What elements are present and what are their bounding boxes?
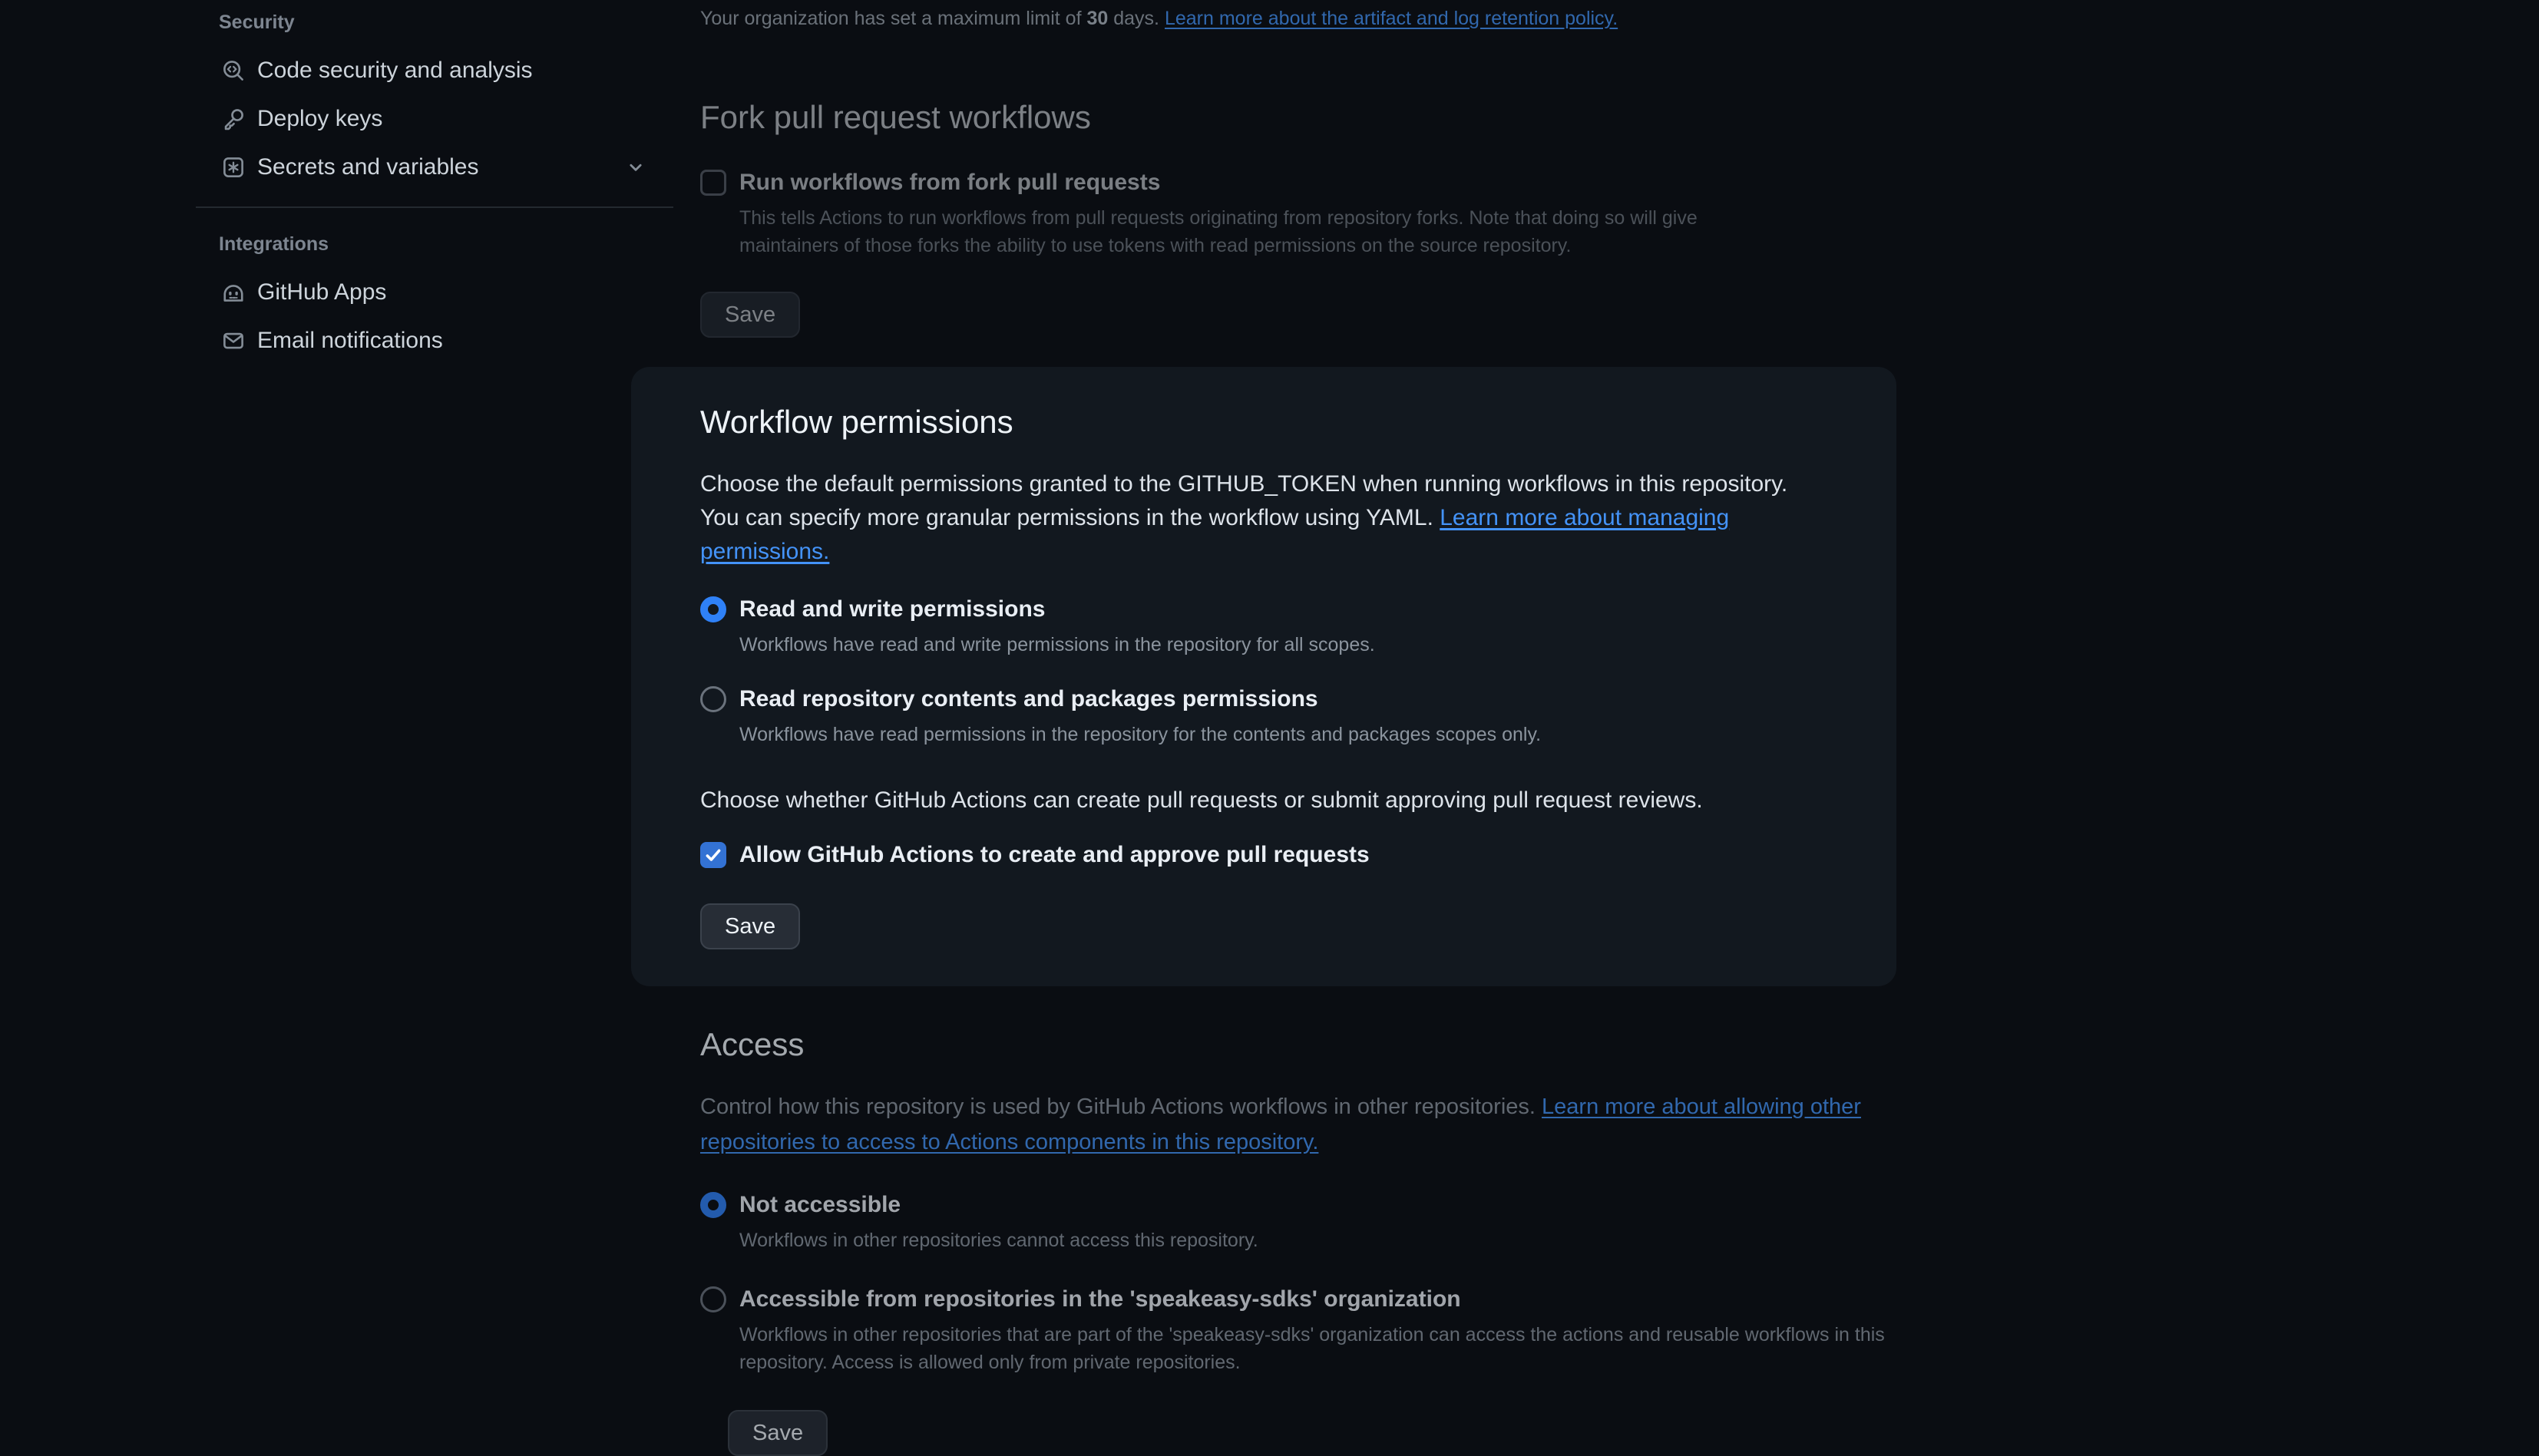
read-write-radio-row <box>700 593 1827 659</box>
sidebar-item-email-notifications[interactable] <box>196 316 673 365</box>
workflow-permissions-description <box>700 467 1827 569</box>
access-description-text: Control how this repository is used by GitHub Actions workflows in other repositories. <box>700 1094 1536 1119</box>
not-accessible-radio-row <box>700 1189 1898 1254</box>
read-repository-contents-description: Workflows have read permissions in the repository for the contents and packages scopes only. <box>739 721 1541 748</box>
accessible-from-org-label: Accessible from repositories in the 'speakeasy-sdks' organization <box>739 1283 1891 1316</box>
retention-note-text: Your organization has set a maximum limit of <box>700 8 1082 29</box>
sidebar-item-deploy-keys[interactable] <box>196 94 673 143</box>
access-description <box>700 1089 1898 1160</box>
retention-note-suffix: days. <box>1113 8 1159 29</box>
read-only-radio-row <box>700 683 1827 748</box>
read-and-write-permissions-label: Read and write permissions <box>739 593 1375 626</box>
accessible-from-org-description: Workflows in other repositories that are part of the 'speakeasy-sdks' organization can access the actions and reusable workflows in this repository. Access is allowed only from private repositories. <box>739 1321 1891 1376</box>
actions-settings-main <box>700 0 1898 1456</box>
workflow-permissions-description-text: Choose the default permissions granted to the GITHUB_TOKEN when running workflows in this repository. You can specify more granular permissions in the workflow using YAML. <box>700 471 1787 530</box>
sidebar-integrations-list <box>196 268 673 365</box>
fork-checkbox-row <box>700 167 1898 259</box>
read-and-write-permissions-radio[interactable] <box>700 596 726 622</box>
sidebar-section-security: Security <box>196 5 673 40</box>
accessible-org-radio-row <box>700 1283 1898 1376</box>
sidebar-item-label: Deploy keys <box>257 106 646 132</box>
workflow-permissions-save-button[interactable]: Save <box>700 903 800 949</box>
access-section <box>700 1025 1898 1456</box>
key-icon <box>222 107 245 130</box>
access-learn-more-link[interactable]: Learn more about allowing other repositories to access to Actions components in this repository. <box>700 1094 1861 1154</box>
workflow-permissions-card <box>631 367 1896 986</box>
sidebar-item-github-apps[interactable] <box>196 268 673 316</box>
mail-icon <box>222 329 245 352</box>
fork-pull-request-workflows-section <box>700 97 1898 338</box>
settings-sidebar <box>196 5 673 365</box>
sidebar-item-label: Email notifications <box>257 328 646 354</box>
access-save-button[interactable]: Save <box>728 1410 828 1456</box>
run-workflows-from-forks-description: This tells Actions to run workflows from pull requests originating from repository forks. Note that doing so will give maintainers of those forks the ability to use tokens with read permissions on the source repository. <box>739 204 1699 259</box>
read-and-write-permissions-description: Workflows have read and write permissions in the repository for all scopes. <box>739 631 1375 659</box>
not-accessible-description: Workflows in other repositories cannot access this repository. <box>739 1227 1258 1254</box>
hubot-icon <box>222 281 245 304</box>
fork-section-title: Fork pull request workflows <box>700 97 1898 138</box>
key-asterisk-icon <box>222 156 245 179</box>
not-accessible-label: Not accessible <box>739 1189 1258 1221</box>
sidebar-item-label: Code security and analysis <box>257 58 646 84</box>
allow-pr-checkbox-row <box>700 842 1827 868</box>
sidebar-item-label: GitHub Apps <box>257 279 646 305</box>
allow-actions-create-pr-checkbox[interactable] <box>700 842 726 868</box>
managing-permissions-link[interactable]: Learn more about managing permissions. <box>700 505 1729 564</box>
sidebar-item-secrets-and-variables[interactable] <box>196 143 673 191</box>
run-workflows-from-forks-label: Run workflows from fork pull requests <box>739 167 1699 199</box>
sidebar-item-label: Secrets and variables <box>257 154 626 180</box>
retention-days-value: 30 <box>1086 8 1108 29</box>
accessible-from-org-radio[interactable] <box>700 1286 726 1312</box>
pr-choice-note: Choose whether GitHub Actions can create pull requests or submit approving pull request reviews. <box>700 784 1827 817</box>
run-workflows-from-forks-checkbox[interactable] <box>700 170 726 196</box>
sidebar-security-list <box>196 46 673 191</box>
fork-save-button[interactable]: Save <box>700 292 800 338</box>
sidebar-item-code-security[interactable] <box>196 46 673 94</box>
allow-actions-create-pr-label: Allow GitHub Actions to create and approve pull requests <box>739 842 1370 868</box>
read-repository-contents-label: Read repository contents and packages permissions <box>739 683 1541 715</box>
chevron-down-icon <box>626 157 646 177</box>
codescan-icon <box>222 59 245 82</box>
not-accessible-radio[interactable] <box>700 1192 726 1218</box>
retention-policy-link[interactable]: Learn more about the artifact and log retention policy. <box>1165 8 1618 29</box>
sidebar-divider <box>196 206 673 208</box>
access-section-title: Access <box>700 1025 1898 1065</box>
retention-note <box>700 0 1898 31</box>
sidebar-section-integrations: Integrations <box>196 226 673 262</box>
read-repository-contents-radio[interactable] <box>700 686 726 712</box>
workflow-permissions-title: Workflow permissions <box>700 402 1827 443</box>
